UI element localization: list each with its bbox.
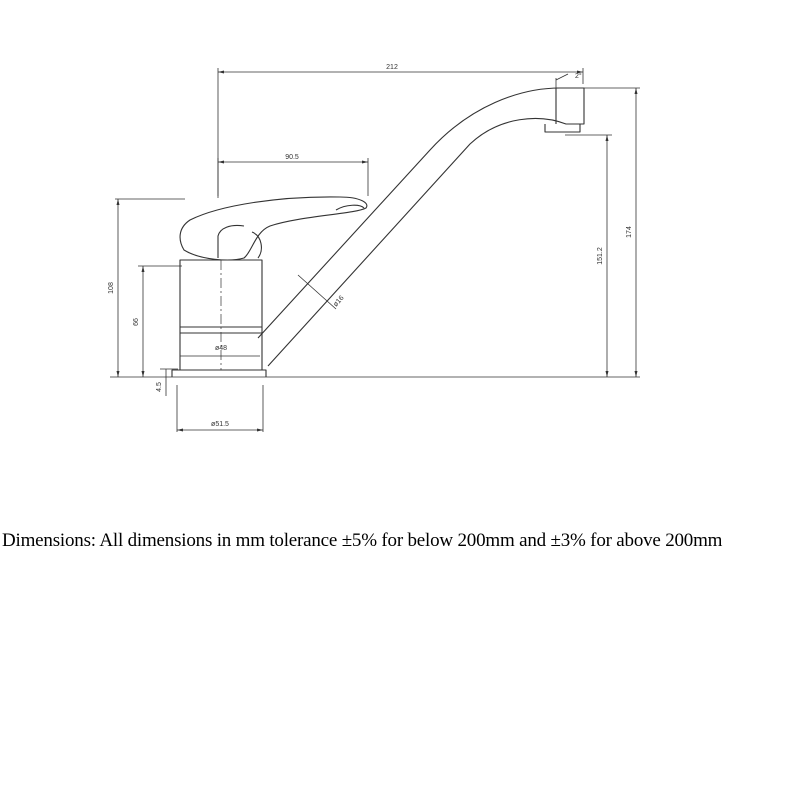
dimensions-caption: Dimensions: All dimensions in mm tolerance ±5% for below 200mm and ±3% for above 200mm [2, 530, 723, 551]
dimension-lines [118, 72, 636, 430]
dim-base-diameter: ø51.5 [211, 421, 229, 428]
faucet-handle-lever [180, 197, 367, 260]
dim-handle-height: 108 [108, 282, 115, 294]
dim-spout-height: 151.2 [597, 247, 604, 265]
spout-aerator [545, 88, 580, 132]
dim-spout-angle: 2° [575, 73, 582, 80]
dim-spout-pipe-diameter: ø16 [332, 294, 346, 309]
dim-body-height: 66 [133, 318, 140, 326]
dim-total-height: 174 [626, 226, 633, 238]
dim-overall-length: 212 [386, 64, 398, 71]
dim-handle-length: 90.5 [285, 154, 299, 161]
faucet-spout [258, 88, 584, 366]
faucet-base [172, 370, 266, 377]
dim-body-diameter: ø48 [214, 345, 228, 352]
handle-detail [336, 205, 364, 210]
dimension-labels [108, 64, 633, 428]
dim-base-thickness: 4.5 [156, 382, 163, 392]
